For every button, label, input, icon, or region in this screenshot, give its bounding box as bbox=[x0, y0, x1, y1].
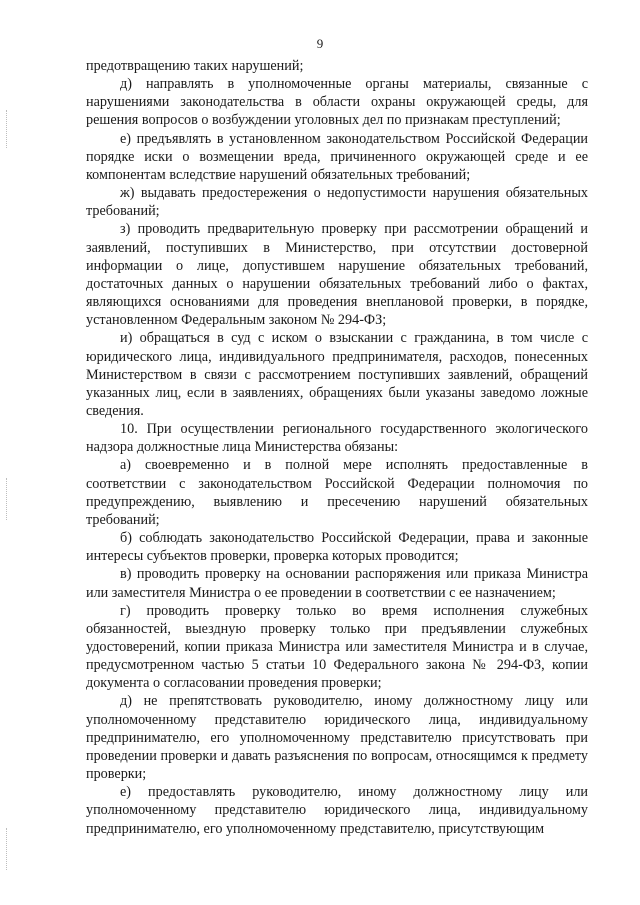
paragraph-duty-a: а) своевременно и в полной мере исполнять предоставленные в соответствии с законодательством Российской Федерации полномочия по предупреждению, выявлению и пресечению нарушений обязательных требований; bbox=[86, 457, 588, 528]
paragraph-item-z: з) проводить предварительную проверку при рассмотрении обращений и заявлений, поступивших в Министерство, при отсутствии достоверной информации о лице, допустившем нарушение обязательных требований, достаточных данных о нарушении обязательных требований либо о фактах, являющихся основаниями для проведения внеплановой проверки, в порядке, установленном Федеральным законом № 294-ФЗ; bbox=[86, 221, 588, 329]
document-body bbox=[86, 57, 588, 838]
paragraph-item-e: е) предъявлять в установленном законодательством Российской Федерации порядке иски о возмещении вреда, причиненного окружающей среде и ее компонентам вследствие нарушений обязательных требований; bbox=[86, 130, 588, 183]
paragraph-continuation: предотвращению таких нарушений; bbox=[86, 58, 304, 74]
binding-hole-mark bbox=[6, 478, 9, 520]
paragraph-section-10: 10. При осуществлении регионального государственного экологического надзора должностные лица Министерства обязаны: bbox=[86, 421, 588, 456]
paragraph-item-d: д) направлять в уполномоченные органы материалы, связанные с нарушениями законодательства в области охраны окружающей среды, для решения вопросов о возбуждении уголовных дел по признакам преступлений; bbox=[86, 76, 588, 129]
paragraph-duty-e: е) предоставлять руководителю, иному должностному лицу или уполномоченному представителю юридического лица, индивидуальному предпринимателю, его уполномоченному представителю, присутствующим bbox=[86, 784, 588, 837]
paragraph-duty-g: г) проводить проверку только во время исполнения служебных обязанностей, выездную проверку только при предъявлении служебных удостоверений, копии приказа Министра или заместителя Министра и в случае, предусмотренном частью 5 статьи 10 Федерального закона № 294-ФЗ, копии документа о согласовании проведения проверки; bbox=[86, 602, 588, 692]
paragraph-duty-v: в) проводить проверку на основании распоряжения или приказа Министра или заместителя Министра о ее проведении в соответствии с ее назначением; bbox=[86, 566, 588, 601]
binding-hole-mark bbox=[6, 828, 9, 870]
paragraph-duty-d: д) не препятствовать руководителю, иному должностному лицу или уполномоченному представителю юридического лица, индивидуальному предпринимателю, его уполномоченному представителю присутствовать при проведении проверки и давать разъяснения по вопросам, относящимся к предмету проверки; bbox=[86, 693, 588, 783]
paragraph-duty-b: б) соблюдать законодательство Российской Федерации, права и законные интересы субъектов проверки, проверка которых проводится; bbox=[86, 530, 588, 565]
binding-hole-mark bbox=[6, 110, 9, 148]
paragraph-item-i: и) обращаться в суд с иском о взыскании с гражданина, в том числе с юридического лица, индивидуального предпринимателя, расходов, понесенных Министерством в связи с рассмотрением поступивших заявлений, обращений указанных лиц, если в заявлениях, обращениях были указаны заведомо ложные сведения. bbox=[86, 330, 588, 419]
paragraph-item-zh: ж) выдавать предостережения о недопустимости нарушения обязательных требований; bbox=[86, 185, 588, 220]
page-number: 9 bbox=[316, 36, 324, 51]
